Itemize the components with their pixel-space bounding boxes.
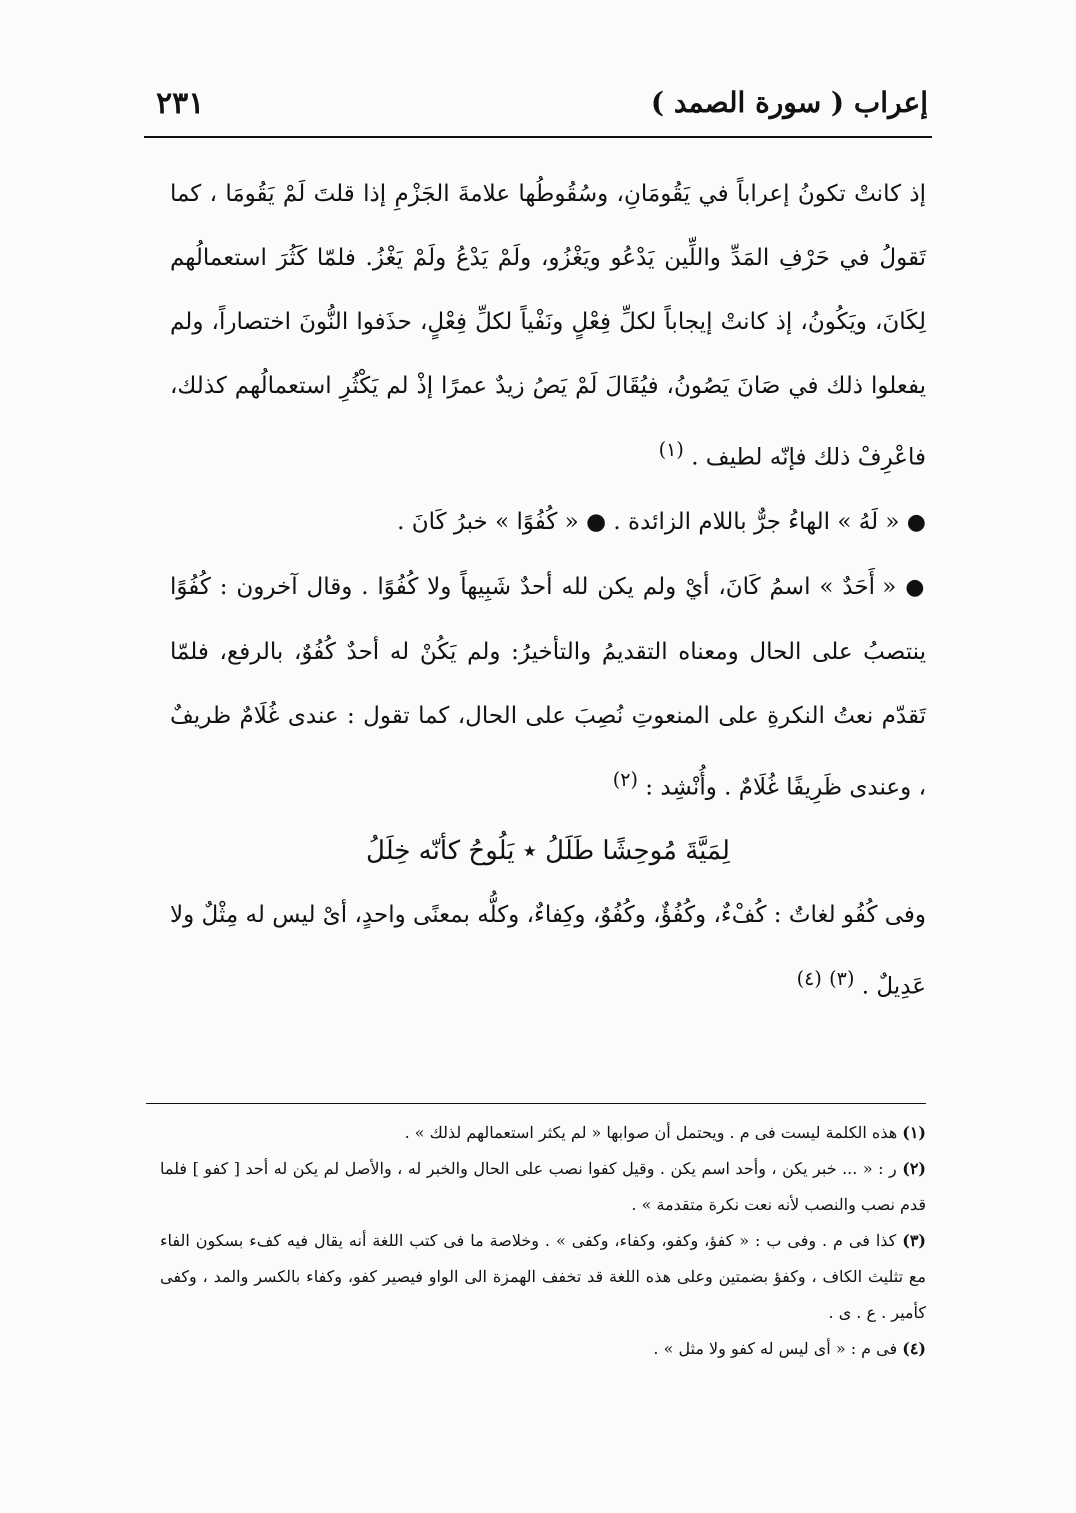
footnotes (160, 1115, 926, 1367)
paragraph-1-text: إذ كانتْ تكونُ إعراباً في يَقُومَانِ، وسُقُوطُها علامةَ الجَزْمِ إذا قلتَ لَمْ يَقُومَا ، كما تَقولُ في حَرْفِ المَدِّ واللِّين يَدْعُو ويَغْزُو، ولَمْ يَدْعُ ولَمْ يَغْزُ. فلمّا كَثُرَ استعمالُهم لِكَانَ، ويَكُونُ، إذ كانتْ إيجاباً لكلِّ فِعْلٍ ونَفْياً لكلِّ فِعْلٍ، حذَفوا النُّونَ اختصاراً، ولم يفعلوا ذلك في صَانَ يَصُونُ، فيُقَالَ لَمْ يَصُ زيدٌ عمرًا إذْ لم يَكْثُرِ استعمالُهم كذلك، فاعْرِفْ ذلك فإنّه لطيف . (170, 181, 926, 471)
footnote-number: (١) (902, 1123, 926, 1142)
bullet-1-text: « لَهُ » الهاءُ جرٌّ باللام الزائدة . ● « كُفُوًا » خبرُ كَانَ . (397, 508, 900, 535)
paragraph-2 (170, 883, 926, 1019)
footnote-ref-4: (٤) (796, 967, 822, 991)
footnote-text: ر : « ... خبر يكن ، وأحد اسم يكن . وقيل كفوا نصب على الحال والخبر له ، والأصل لم يكن له أحد [ كفو ] فلما قدم نصب والنصب لأنه نعت نكرة متقدمة » . (160, 1159, 926, 1214)
footnote-rule (146, 1103, 926, 1104)
footnote-text: فى م : « أى ليس له كفو ولا مثل » . (653, 1339, 898, 1358)
footnote-ref-3: (٣) (829, 967, 855, 991)
footnote (160, 1115, 926, 1151)
paragraph-2-text: وفى كُفُو لغاتٌ : كُفْءٌ، وكُفُؤٌ، وكُفُوٌ، وكِفاءٌ، وكلُّه بمعنًى واحدٍ، أىْ ليس له مِثْلٌ ولا عَدِيلٌ . (170, 902, 926, 1000)
bullet-item-2 (170, 555, 926, 820)
bullet-list (170, 490, 926, 820)
footnote (160, 1151, 926, 1223)
header-rule (144, 136, 932, 138)
bullet-icon: ● (905, 574, 926, 600)
footnote-ref-2: (٢) (612, 767, 638, 791)
footnote-number: (٤) (902, 1339, 926, 1358)
running-title: إعراب ( سورة الصمد ) (650, 86, 928, 119)
footnote-text: كذا فى م . وفى ب : « كفؤ، وكفو، وكفاء، وكفى » . وخلاصة ما فى كتب اللغة أنه يقال فيه كفء بسكون الفاء مع تثليث الكاف ، وكفؤ بضمتين وعلى هذه اللغة قد تخفف الهمزة الى الواو فيصير كفو، وكفاء بالكسر والمد ، وكفى كأمير . ع . ى . (160, 1231, 927, 1322)
bullet-icon: ● (906, 509, 926, 535)
footnote-text: هذه الكلمة ليست فى م . ويحتمل أن صوابها « لم يكثر استعمالهم لذلك » . (404, 1123, 898, 1142)
footnote-number: (٣) (902, 1231, 926, 1250)
main-text (170, 162, 926, 1019)
page-header (148, 82, 928, 130)
bullet-2-text: « أَحَدٌ » اسمُ كَانَ، أيْ ولم يكن لله أحدٌ شَبِيهاً ولا كُفُوًا . وقال آخرون : كُفُوًا ينتصبُ على الحال ومعناه التقديمُ والتأخيرُ: ولم يَكُنْ له أحدٌ كُفُوٌ، بالرفع، فلمّا تَقدّم نعتُ النكرةِ على المنعوتِ نُصِبَ على الحال، كما تقول : عندى غُلَامٌ ظريفٌ ، وعندى ظَرِيفًا غُلَامٌ . وأُنْشِد : (170, 573, 926, 801)
footnote (160, 1331, 926, 1367)
poetry-verse: لِمَيَّةَ مُوحِشًا طَلَلُ ٭ يَلُوحُ كأنّه خِلَلُ (366, 836, 730, 867)
bullet-item-1 (170, 490, 926, 555)
footnote-ref-1: (١) (658, 438, 684, 461)
paragraph-1 (170, 162, 926, 490)
page-number: ٢٣١ (156, 86, 205, 121)
footnote-number: (٢) (902, 1159, 926, 1178)
footnote (160, 1223, 926, 1331)
